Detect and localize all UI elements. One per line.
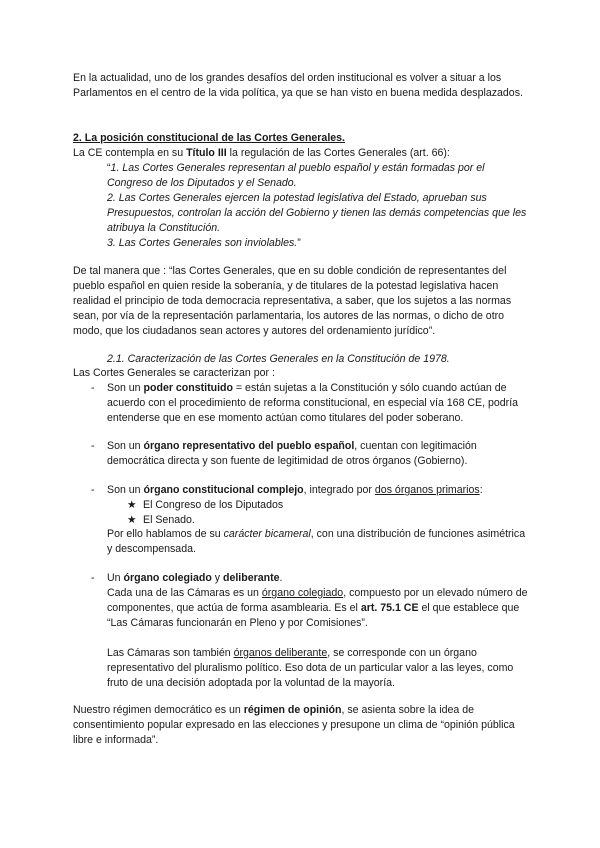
item4-bold1: órgano colegiado (123, 572, 212, 584)
quote-item-1 (107, 161, 527, 191)
bicameral-pre: Por ello hablamos de su (107, 528, 224, 540)
item4-mid: y (211, 572, 223, 584)
quote-item-3-text: 3. Las Cortes Generales son inviolables. (107, 237, 298, 249)
item4-p1-pre: Cada una de las Cámaras es un (107, 587, 262, 599)
item3-pre: Son un (107, 484, 144, 496)
item2-pre: Son un (107, 440, 144, 452)
art66-quote (107, 161, 527, 251)
item2-post: , cuentan con legitimación democrática directa y son fuente de legitimidad de otros órganos (Gobierno). (107, 440, 477, 467)
item4-paragraph-1 (107, 586, 532, 631)
item4-p2-post: , se corresponde con un órgano representativo del pluralismo político. Eso dota de un particular valor a las leyes, como fruto de una decisión adoptada por la voluntad de la mayoría. (107, 647, 514, 689)
item4-p1-post: el que establece que “Las Cámaras funcionarán en Pleno y por Comisiones”. (107, 602, 520, 629)
item4-bold2: deliberante (222, 572, 280, 584)
list-dash: - (91, 440, 95, 452)
item4-title (107, 571, 532, 586)
item2-bold: órgano representativo del pueblo español (143, 440, 355, 452)
item4-p1-underline: órgano colegiado (261, 587, 344, 599)
titulo-iii: Título III (186, 147, 227, 159)
list-item-body (107, 483, 532, 498)
de-tal-manera-paragraph: De tal manera que : “las Cortes Generales, que en su doble condición de representantes del pueblo español en quien reside la soberanía, y de titulares de la potestad legislativa hacen realidad el principio de toda democracia representativa, a saber, que los sujetos a las normas sean, por vía de la representación parlamentaria, los autores de las normas, o dicho de otro modo, que los ciudadanos sean actores y autores del ordenamiento jurídico”. (73, 265, 512, 337)
item4-pre: Un (107, 572, 124, 584)
star-item-text: El Congreso de los Diputados (143, 499, 284, 511)
quote-open-mark: “ (107, 162, 111, 174)
star-icon: ★ (127, 514, 137, 526)
final-post: , se asienta sobre la idea de consentimiento popular expresado en las elecciones y presupone un clima de “opinión pública libre e informada”. (73, 704, 515, 746)
item4-p1-mid: , compuesto por un elevado número de componentes, que actúa de forma asamblearia. Es el (107, 587, 528, 614)
quote-close-mark: ” (297, 237, 301, 249)
item4-p1-bold: art. 75.1 CE (360, 602, 419, 614)
final-paragraph (73, 703, 531, 748)
star-icon: ★ (127, 499, 137, 511)
quote-item-1-text: 1. Las Cortes Generales representan al pueblo español y están formadas por el Congreso de los Diputados y el Senado. (107, 162, 485, 189)
quote-item-3 (107, 236, 527, 251)
item1-bold: poder constituido (143, 382, 233, 394)
list-dash: - (91, 572, 95, 584)
item3-post: : (479, 484, 483, 496)
list-item-body (107, 571, 532, 691)
item4-paragraph-2 (107, 646, 532, 691)
list-item-body (107, 381, 532, 426)
item3-underline: dos órganos primarios (374, 484, 480, 496)
item4-p2-pre: Las Cámaras son también (107, 647, 234, 659)
final-pre: Nuestro régimen democrático es un (73, 704, 244, 716)
bicameral-body (107, 527, 532, 557)
subsection-heading: 2.1. Caracterización de las Cortes Generales en la Constitución de 1978. (107, 353, 450, 365)
star-item-senado (127, 513, 195, 528)
item4-p2-underline: órganos deliberante (233, 647, 328, 659)
final-bold: régimen de opinión (243, 704, 342, 716)
intro-paragraph: En la actualidad, uno de los grandes desafíos del orden institucional es volver a situar a los Parlamentos en el centro de la vida política, ya que se han visto en buena medida desplazados. (73, 72, 523, 99)
list-dash: - (91, 382, 95, 394)
item3-mid: , integrado por (303, 484, 375, 496)
item3-bold: órgano constitucional complejo (143, 484, 304, 496)
item1-post: = están sujetas a la Constitución y sólo cuando actúan de acuerdo con el procedimiento de reforma constitucional, en especial vía 168 CE, podría entenderse que en ese momento actúan como titulares del poder soberano. (107, 382, 519, 424)
list-item-body (107, 439, 532, 469)
list-dash: - (91, 484, 95, 496)
star-item-text: El Senado. (143, 514, 195, 526)
star-item-congreso (127, 498, 283, 513)
caracterizan-line: Las Cortes Generales se caracterizan por : (73, 367, 275, 379)
item1-pre: Son un (107, 382, 144, 394)
bicameral-italic: carácter bicameral (223, 528, 311, 540)
item4-post: . (279, 572, 283, 584)
bicameral-post: , con una distribución de funciones asimétrica y descompensada. (107, 528, 526, 555)
ce-line-post: la regulación de las Cortes Generales (art. 66): (226, 147, 450, 159)
ce-contempla-line (73, 146, 531, 161)
quote-item-2: 2. Las Cortes Generales ejercen la potestad legislativa del Estado, aprueban sus Presupuestos, controlan la acción del Gobierno y tienen las demás competencias que les atribuya la Constitución. (107, 192, 527, 234)
ce-line-pre: La CE contempla en su (73, 147, 187, 159)
section-heading: 2. La posición constitucional de las Cortes Generales. (73, 132, 345, 144)
